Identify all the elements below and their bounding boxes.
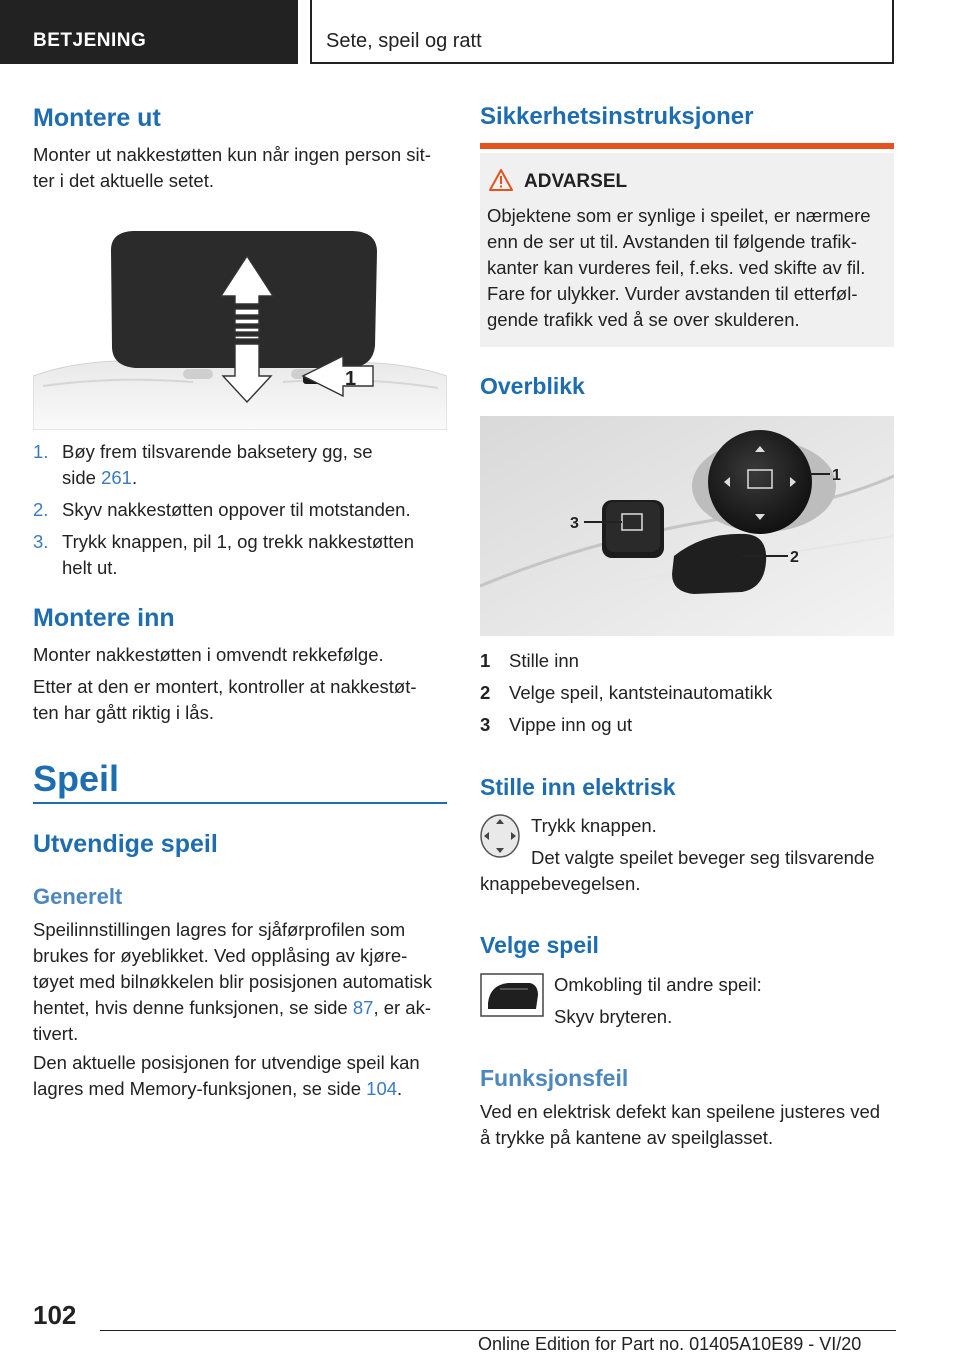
remove-intro-line-1: Monter ut nakkestøtten kun når ingen person sit- (33, 144, 431, 165)
header-chapter-tab (310, 0, 894, 64)
warning-line-1: Objektene som er synlige i speilet, er nærmere (487, 205, 871, 226)
headrest-callout-1: 1 (345, 368, 357, 390)
memory-line-2 (33, 1076, 453, 1102)
mirror-controls-illustration (480, 416, 894, 636)
legend-number: 1 (480, 650, 491, 671)
list-item (33, 497, 443, 523)
heading-rule (33, 802, 447, 804)
warning-text (487, 203, 897, 333)
general-line-3: tøyet med bilnøkkelen blir posisjonen automatisk (33, 971, 432, 992)
general-line-4 (33, 995, 453, 1021)
warning-bar (480, 143, 894, 149)
page-link-261[interactable]: 261 (101, 467, 132, 488)
step-text-line2 (62, 465, 442, 491)
warning-line-5: gende trafikk ved å se over skulderen. (487, 309, 800, 330)
remove-intro-line-2: ter i det aktuelle setet. (33, 170, 214, 191)
footer-rule (100, 1330, 896, 1331)
memory-paragraph (33, 1050, 453, 1102)
step-text-line2: helt ut. (62, 557, 118, 578)
overview-callout-3: 3 (570, 515, 579, 532)
heading-adjust: Stille inn elektrisk (480, 774, 676, 800)
warning-line-3: kanter kan vurderes feil, f.eks. ved skifte av fil. (487, 257, 866, 278)
general-line-1: Speilinnstillingen lagres for sjåførprofilen som (33, 919, 406, 940)
legend-text: Vippe inn og ut (509, 714, 633, 735)
header-chapter-label: Sete, speil og ratt (326, 30, 482, 52)
general-line-2: brukes for øyeblikket. Ved opplåsing av kjøre- (33, 945, 408, 966)
heading-select: Velge speil (480, 932, 599, 958)
legend-number: 2 (480, 682, 491, 703)
legend-number: 3 (480, 714, 491, 735)
fault-line-1: Ved en elektrisk defekt kan speilene justeres ved (480, 1101, 881, 1122)
fault-line-2: å trykke på kantene av speilglasset. (480, 1127, 774, 1148)
step-text: Bøy frem tilsvarende baksetery gg, se (62, 441, 373, 462)
adjust-knob-icon (480, 814, 520, 858)
heading-general: Generelt (33, 884, 123, 909)
list-item (33, 439, 443, 491)
header-section-label: BETJENING (33, 30, 147, 51)
step-number: 3. (33, 531, 49, 552)
adjust-line-2: Det valgte speilet beveger seg tilsvarende (531, 847, 875, 868)
list-item (480, 682, 900, 714)
page-link-87[interactable]: 87 (352, 997, 374, 1018)
step-number: 1. (33, 441, 49, 462)
overview-callout-2: 2 (790, 549, 799, 566)
overview-callout-1: 1 (832, 467, 841, 484)
adjust-line-3: knappebevegelsen. (480, 873, 641, 894)
mirror-selector-switch-icon (480, 973, 544, 1017)
adjust-line-1: Trykk knappen. (531, 815, 657, 836)
install-p2-line-2: ten har gått riktig i lås. (33, 702, 214, 723)
step-text-suffix: . (131, 467, 138, 488)
page-number: 102 (33, 1300, 77, 1330)
heading-safety: Sikkerhetsinstruksjoner (480, 103, 754, 130)
step-text: Trykk knappen, pil 1, og trekk nakkestøtten (62, 531, 415, 552)
warning-line-2: enn de ser ut til. Avstanden til følgende trafik- (487, 231, 857, 252)
list-item (480, 650, 900, 682)
heading-mirror: Speil (33, 758, 120, 799)
overview-legend (480, 650, 900, 746)
remove-intro (33, 142, 453, 194)
step-text-prefix: side (62, 467, 102, 488)
header-section-tab (0, 0, 298, 64)
warning-triangle-icon (488, 168, 514, 192)
install-p1: Monter nakkestøtten i omvendt rekkefølge. (33, 644, 384, 665)
list-item (480, 714, 900, 746)
footer-edition: Online Edition for Part no. 01405A10E89 - VI/20 (478, 1334, 862, 1354)
list-item (33, 529, 443, 581)
step-text: Skyv nakkestøtten oppover til motstanden. (62, 499, 411, 520)
legend-text: Stille inn (509, 650, 579, 671)
general-line-5: tivert. (33, 1023, 79, 1044)
install-p2 (33, 674, 453, 726)
heading-exterior-mirrors: Utvendige speil (33, 830, 218, 858)
headrest-illustration (33, 226, 447, 430)
heading-remove: Montere ut (33, 104, 161, 132)
step-number: 2. (33, 499, 49, 520)
memory-line-2-suffix: . (397, 1078, 403, 1099)
general-line-4-prefix: hentet, hvis denne funksjonen, se side (33, 997, 353, 1018)
select-line-1: Omkobling til andre speil: (554, 974, 762, 995)
select-line-2: Skyv bryteren. (554, 1006, 673, 1027)
legend-text: Velge speil, kantsteinautomatikk (509, 682, 773, 703)
heading-install: Montere inn (33, 604, 175, 632)
memory-line-1: Den aktuelle posisjonen for utvendige speil kan (33, 1052, 420, 1073)
warning-line-4: Fare for ulykker. Vurder avstanden til etterføl- (487, 283, 858, 304)
install-p2-line-1: Etter at den er montert, kontroller at nakkestøt- (33, 676, 417, 697)
memory-line-2-prefix: lagres med Memory-funksjonen, se side (33, 1078, 367, 1099)
page-link-104[interactable]: 104 (366, 1078, 398, 1099)
general-paragraph (33, 917, 453, 1047)
heading-overview: Overblikk (480, 373, 585, 399)
general-line-4-suffix: , er ak- (373, 997, 432, 1018)
fault-paragraph (480, 1099, 900, 1151)
warning-title: ADVARSEL (524, 171, 628, 192)
heading-fault: Funksjonsfeil (480, 1065, 629, 1091)
